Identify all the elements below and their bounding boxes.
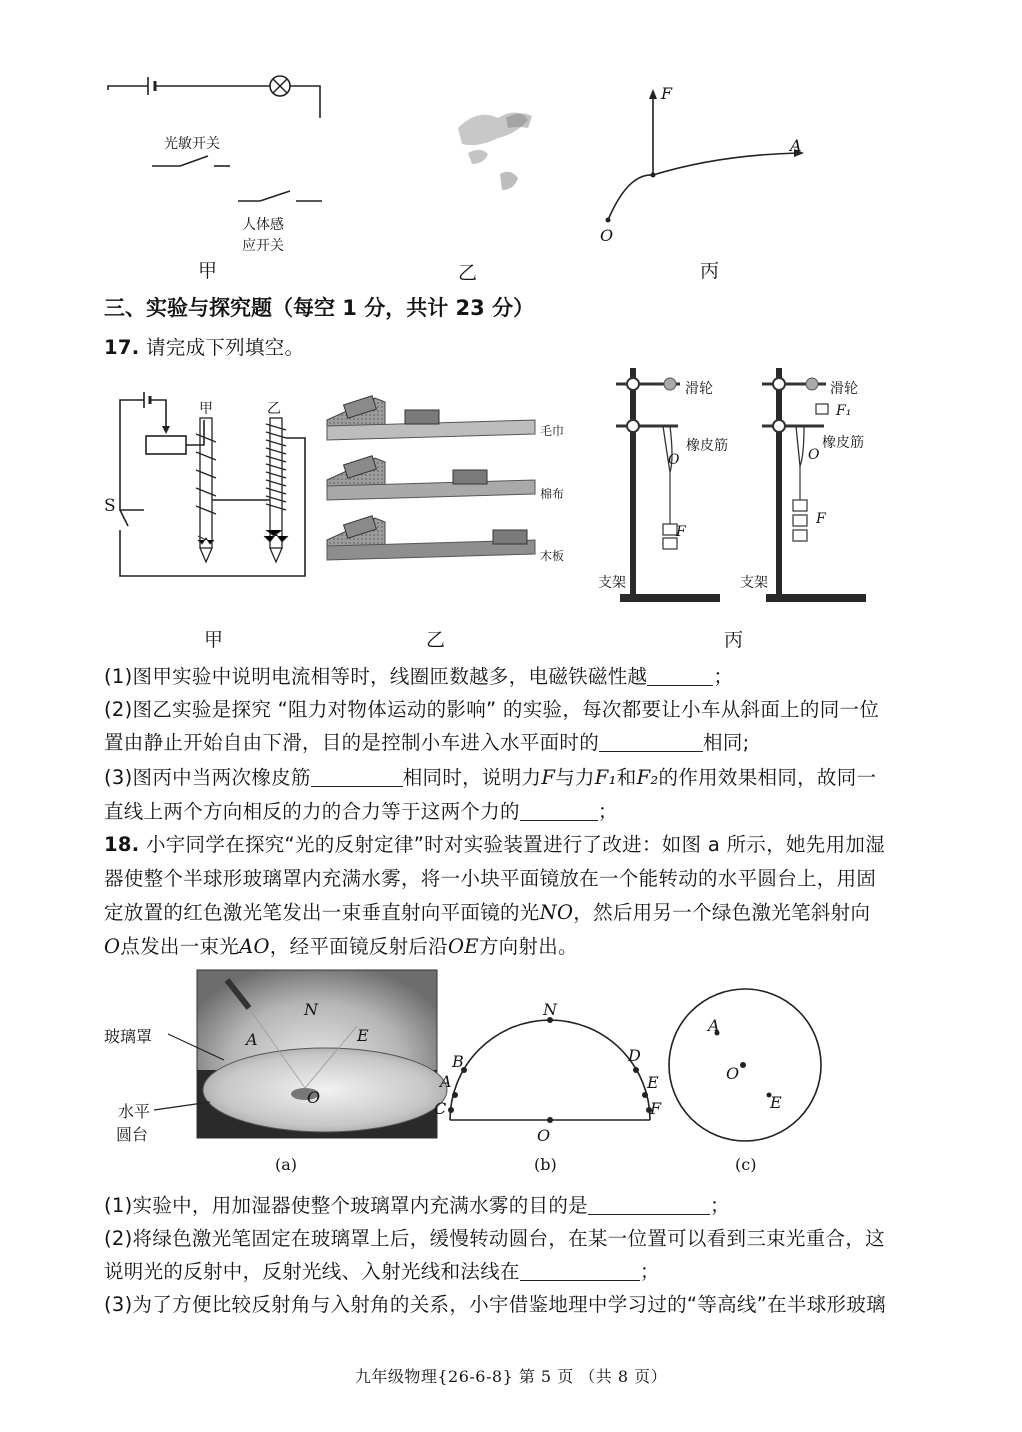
top-caption-bing: 丙 xyxy=(700,260,720,282)
q18-b-N-label: N xyxy=(543,1000,557,1019)
q18-line3 xyxy=(104,897,870,925)
q17-part1-label: (1) xyxy=(104,665,133,688)
label-bing-O: O xyxy=(600,226,614,245)
top-caption-yi: 乙 xyxy=(458,262,478,284)
q17-band-label-1: 橡皮筋 xyxy=(686,438,728,454)
q18-line3b-text: ，然后用另一个绿色激光笔斜射向 xyxy=(573,901,871,924)
q18-b-F-label: F xyxy=(650,1099,662,1118)
q17-part3-label: (3) xyxy=(104,766,133,789)
q17-part3-F1: F₁ xyxy=(594,766,617,789)
q17-header xyxy=(104,332,304,360)
top-caption-jia: 甲 xyxy=(198,260,218,282)
q17-surface-3-label: 木板 xyxy=(540,549,565,563)
page-footer: 九年级物理{26-6-8} 第 5 页 （共 8 页） xyxy=(354,1367,668,1386)
q18-part2-label: (2) xyxy=(104,1227,133,1250)
q18-part3-line1 xyxy=(104,1289,886,1317)
q17-pulley-label-1: 滑轮 xyxy=(685,381,713,397)
q17-part3-line1 xyxy=(104,762,876,790)
q18-c-O-label: O xyxy=(726,1064,740,1083)
label-bing-F: F xyxy=(661,84,673,103)
q17-part2-text1: 图乙实验是探究 “阻力对物体运动的影响” 的实验，每次都要让小车从斜面上的同一位 xyxy=(132,698,880,721)
q18-table-label-2: 圆台 xyxy=(116,1125,149,1144)
q18-caption-b: (b) xyxy=(534,1155,557,1174)
q18-a-O-label: O xyxy=(307,1088,321,1107)
q17-part3-F: F xyxy=(541,766,556,789)
q18-b-B-label: B xyxy=(452,1052,464,1071)
q17-O-label-2: O xyxy=(808,447,820,463)
q18-table-label-1: 水平 xyxy=(118,1102,151,1121)
q18-table-pointer xyxy=(150,1100,250,1130)
q18-figure-b-semicircle xyxy=(440,1000,660,1130)
q17-F-label-2: F xyxy=(816,511,826,527)
q17-F1-label: F₁ xyxy=(836,403,852,419)
q17-part2-blank[interactable] xyxy=(599,732,703,753)
q18-c-E-label: E xyxy=(770,1093,782,1112)
body-switch-label-1: 人体感 xyxy=(242,217,284,233)
q17-part2-label: (2) xyxy=(104,698,133,721)
q18-caption-a: (a) xyxy=(275,1155,298,1174)
q18-number: 18. xyxy=(104,833,140,856)
q17-pulley-label-2: 滑轮 xyxy=(830,381,858,397)
q18-NO: NO xyxy=(539,901,574,924)
q18-line4b-text: ，经平面镜反射后沿 xyxy=(269,935,448,958)
q18-part2-blank[interactable] xyxy=(520,1261,640,1282)
q18-b-E-label: E xyxy=(647,1073,659,1092)
q18-part1-text: 实验中，用加湿器使整个玻璃罩内充满水雾的目的是 xyxy=(132,1194,588,1217)
q18-b-D-label: D xyxy=(628,1046,641,1065)
q18-part1-label: (1) xyxy=(104,1194,133,1217)
q18-c-A-label: A xyxy=(708,1016,720,1035)
q18-figure-c-circle xyxy=(665,985,825,1145)
q18-b-C-label: C xyxy=(434,1099,447,1118)
q18-part2-line1 xyxy=(104,1223,885,1251)
q17-part3-text1e: 的作用效果相同，故同一 xyxy=(658,766,877,789)
q18-part2-line2 xyxy=(104,1256,660,1284)
q17-part1-blank[interactable] xyxy=(647,666,713,687)
q17-coil-a-label: 甲 xyxy=(199,401,213,417)
q18-line1-text: 小宇同学在探究“光的反射定律”时对实验装置进行了改进：如图 a 所示，她先用加湿 xyxy=(145,833,886,856)
q17-figure-yi-ramps xyxy=(325,390,555,590)
q17-caption-jia: 甲 xyxy=(204,629,224,651)
q18-part1 xyxy=(104,1190,730,1218)
q18-OE: OE xyxy=(447,935,479,958)
q17-band-label-2: 橡皮筋 xyxy=(822,435,864,451)
q18-line2-text: 器使整个半球形玻璃罩内充满水雾，将一小块平面镜放在一个能转动的水平圆台上，用固 xyxy=(104,867,877,890)
q17-switch-label: S xyxy=(104,496,116,516)
q17-part1-text: 图甲实验中说明电流相等时，线圈匝数越多，电磁铁磁性越 xyxy=(132,665,648,688)
q17-part2-end: 相同; xyxy=(703,731,750,754)
q17-part3-text1b: 相同时，说明力 xyxy=(402,766,542,789)
q17-surface-1-label: 毛巾 xyxy=(540,424,565,438)
q18-line2 xyxy=(104,863,876,891)
q18-b-O-label: O xyxy=(537,1126,551,1145)
q17-caption-bing: 丙 xyxy=(724,629,744,651)
q17-coil-b-label: 乙 xyxy=(267,401,281,417)
q17-part3-text2: 直线上两个方向相反的力的合力等于这两个力的 xyxy=(104,800,520,823)
q17-part3-text1a: 图丙中当两次橡皮筋 xyxy=(132,766,311,789)
q17-O-label-1: O xyxy=(668,452,680,468)
q17-part3-text1c: 与力 xyxy=(555,766,595,789)
q18-part3-text: 为了方便比较反射角与入射角的关系，小宇借鉴地理中学习过的“等高线”在半球形玻璃 xyxy=(132,1293,886,1316)
q18-line4a-text: 点发出一束光 xyxy=(120,935,240,958)
q17-surface-2-label: 棉布 xyxy=(540,487,565,501)
q17-part1-end: ； xyxy=(713,665,734,688)
q17-caption-yi: 乙 xyxy=(426,629,446,651)
top-figure-bing-diagram xyxy=(598,85,818,245)
top-figure-yi-image xyxy=(448,98,568,208)
q18-part1-end: ； xyxy=(709,1194,730,1217)
q17-part2-line2 xyxy=(104,727,750,755)
light-switch-label: 光敏开关 xyxy=(164,136,220,152)
q17-part2-line1 xyxy=(104,694,879,722)
q18-a-E-label: E xyxy=(357,1026,369,1045)
body-switch-label-2: 应开关 xyxy=(242,238,284,254)
q18-line4c-text: 方向射出。 xyxy=(478,935,578,958)
q18-line1 xyxy=(104,829,885,857)
q17-prompt: 请完成下列填空。 xyxy=(145,336,305,359)
q18-caption-c: (c) xyxy=(735,1155,757,1174)
q18-part2-text1: 将绿色激光笔固定在玻璃罩上后，缓慢转动圆台，在某一位置可以看到三束光重合，这 xyxy=(132,1227,885,1250)
q17-figure-jia-electromagnets xyxy=(100,390,310,610)
q18-line4 xyxy=(104,931,578,959)
q18-O: O xyxy=(104,935,121,958)
section-title: 三、实验与探究题（每空 1 分，共计 23 分） xyxy=(104,296,535,320)
q18-b-A-label: A xyxy=(440,1072,452,1091)
q17-part3-blank2[interactable] xyxy=(520,801,598,822)
q17-stand-label-2: 支架 xyxy=(740,575,768,591)
q17-number: 17. xyxy=(104,336,140,359)
q17-part2-text2: 置由静止开始自由下滑，目的是控制小车进入水平面时的 xyxy=(104,731,600,754)
q17-part3-blank1[interactable] xyxy=(311,767,403,788)
q18-a-N-label: N xyxy=(304,1000,318,1019)
q18-a-A-label: A xyxy=(246,1030,258,1049)
q17-stand-label-1: 支架 xyxy=(598,575,626,591)
q18-line3a-text: 定放置的红色激光笔发出一束垂直射向平面镜的光 xyxy=(104,901,540,924)
q17-part1 xyxy=(104,661,733,689)
q18-part2-text2: 说明光的反射中，反射光线、入射光线和法线在 xyxy=(104,1260,520,1283)
q17-part3-end: ； xyxy=(597,800,618,823)
q18-glass-pointer xyxy=(164,1030,264,1080)
q18-part1-blank[interactable] xyxy=(588,1195,710,1216)
q18-glass-label: 玻璃罩 xyxy=(104,1027,153,1046)
q17-part3-line2 xyxy=(104,796,618,824)
q18-AO: AO xyxy=(239,935,270,958)
q17-part3-F2: F₂ xyxy=(636,766,659,789)
q18-part3-label: (3) xyxy=(104,1293,133,1316)
q17-F-label-1: F xyxy=(676,524,686,540)
q18-part2-end: ； xyxy=(639,1260,660,1283)
label-bing-A: A xyxy=(790,136,802,155)
q17-part3-text1d: 和 xyxy=(616,766,637,789)
top-figure-jia-circuit xyxy=(100,70,340,260)
